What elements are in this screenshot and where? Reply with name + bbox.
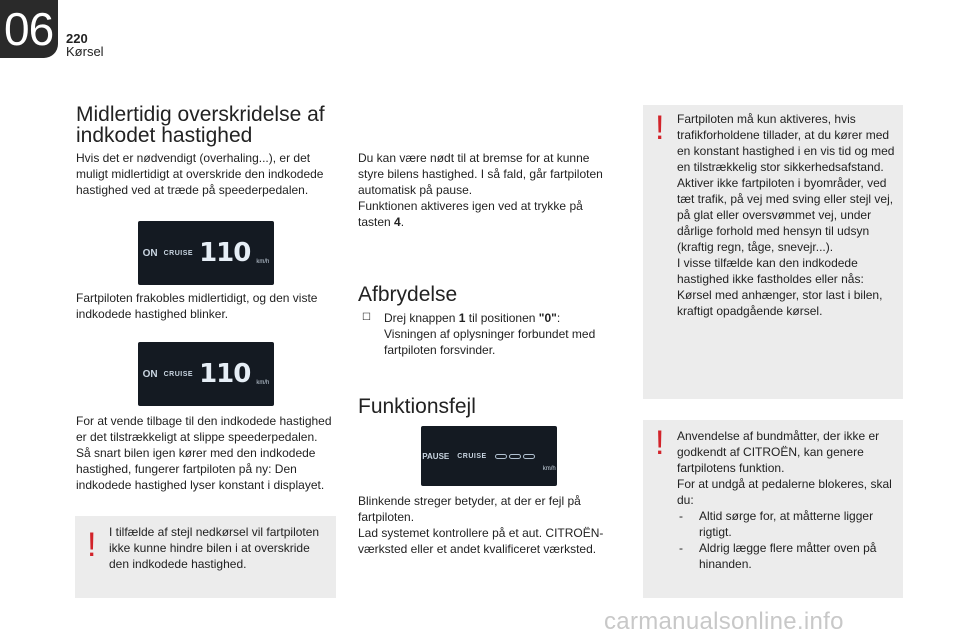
fault-dash (523, 454, 535, 459)
warning-box-descent (75, 516, 336, 598)
fault-service-text: Lad systemet kontrollere på et aut. CITROËN-værksted eller et andet kvalificeret værksted. (358, 526, 604, 556)
return-text: For at vende tilbage til den indkodede hastighed er det tilstrækkeligt at slippe speederpedalen. (76, 414, 332, 444)
display-cruise-label: CRUISE (457, 452, 487, 460)
display-unit: km/h (256, 380, 270, 386)
fault-dash (495, 454, 507, 459)
fault-text: Blinkende streger betyder, at der er fejl på fartpiloten. (358, 494, 581, 524)
return-paragraph (76, 413, 338, 493)
mats-list (677, 508, 895, 572)
display-speed: 110 (199, 238, 251, 268)
watermark: carmanualsonline.info (604, 608, 844, 635)
reactivate-key: 4 (394, 215, 401, 229)
display-cruise-label: CRUISE (163, 249, 194, 257)
bullet-position: "0" (538, 311, 557, 325)
display-on-label: ON (142, 368, 158, 380)
fault-paragraph (358, 493, 620, 557)
list-marker: - (679, 541, 683, 555)
warning-exclamation-icon: ! (655, 424, 665, 462)
bullet-text (384, 310, 624, 358)
display-cruise-label: CRUISE (163, 370, 194, 378)
heading-funktionsfejl: Funktionsfejl (358, 395, 476, 418)
override-text: Hvis det er nødvendigt (overhaling...), er det muligt midlertidigt at overskride den indkodede hastighed ved at træde på speederpedalen. (76, 151, 324, 197)
warning-box-mats (643, 420, 903, 598)
override-paragraph (76, 150, 338, 198)
warning-usage-p1: Fartpiloten må kun aktiveres, hvis trafikforholdene tillader, at du kører med en konstant hastighed i en vis tid og med en tilstrækkelig stor sikkerhedsafstand. (677, 112, 895, 174)
display-pause-label: PAUSE (422, 451, 450, 461)
warning-descent-text: I tilfælde af stejl nedkørsel vil fartpiloten ikke kunne hindre bilen i at overskride den indkodede hastighed. (109, 525, 320, 571)
fault-dash (509, 454, 521, 459)
display-unit: km/h (256, 259, 270, 265)
heading-afbrydelse: Afbrydelse (358, 283, 458, 306)
braking-text: Du kan være nødt til at bremse for at kunne styre bilens hastighed. I så fald, går fartpiloten automatisk på pause. (358, 151, 603, 197)
warning-mats-p2: For at undgå at pedalerne blokeres, skal du: (677, 477, 892, 507)
reactivate-pre: Funktionen aktiveres igen ved at trykke på tasten (358, 199, 583, 229)
bullet-mid: til positionen (465, 311, 539, 325)
display-speed: 110 (199, 359, 251, 389)
warning-usage-p3: I visse tilfælde kan den indkodede hastighed ikke fastholdes eller nås: Kørsel med anhænger, stor last i bilen, kraftigt opadgående kørsel. (677, 256, 883, 318)
cruise-display-2 (138, 342, 274, 406)
cruise-display-fault (421, 426, 557, 486)
bullet-post: : (556, 311, 561, 325)
display-on-label: ON (142, 247, 158, 259)
warning-box-usage (643, 105, 903, 399)
blink-text: Fartpiloten frakobles midlertidigt, og den viste indkodede hastighed blinker. (76, 291, 318, 321)
afbrydelse-bullet (362, 310, 622, 360)
warning-usage-p2: Aktiver ikke fartpiloten i byområder, ved tæt trafik, på vej med sving eller stejl vej, på glat eller oversvømmet vej, under dårlige forhold med hensyn til udsyn (kraftig regn, tåge, snevejr...). (677, 176, 894, 254)
chapter-number: 06 (4, 3, 54, 55)
cruise-display-1 (138, 221, 274, 285)
warning-mats-p1: Anvendelse af bundmåtter, der ikke er godkendt af CITROËN, kan genere fartpilotens funktion. (677, 429, 880, 475)
braking-paragraph (358, 150, 610, 230)
warning-mats-text (677, 428, 895, 572)
warning-usage-text (677, 111, 897, 319)
warning-exclamation-icon: ! (87, 526, 97, 564)
chapter-tab (0, 0, 58, 58)
list-item (677, 508, 895, 540)
display-fault-dashes (495, 454, 535, 459)
page-number: 220 (66, 31, 88, 46)
bullet-knob-number: 1 (458, 311, 466, 325)
section-name: Kørsel (66, 44, 104, 59)
bullet-line2: Visningen af oplysninger forbundet med fartpiloten forsvinder. (384, 327, 596, 357)
reactivate-post: . (400, 215, 405, 229)
resume-text: Så snart bilen igen kører med den indkodede hastighed, fungerer fartpiloten på ny: Den indkodede hastighed lyser konstant i displayet. (76, 446, 325, 492)
warning-exclamation-icon: ! (655, 109, 665, 147)
list-marker: - (679, 509, 683, 523)
display-unit: km/h (542, 466, 556, 472)
list-item-text: Aldrig lægge flere måtter oven på hinanden. (699, 541, 877, 571)
reactivate-text (358, 198, 610, 230)
blink-paragraph (76, 290, 338, 322)
list-item-text: Altid sørge for, at måtterne ligger rigtigt. (699, 509, 874, 539)
heading-temporary-override: Midlertidig overskridelse af indkodet hastighed (76, 103, 325, 147)
list-item (677, 540, 895, 572)
bullet-pre: Drej knappen (384, 311, 459, 325)
bullet-marker-icon: ☐ (362, 312, 371, 323)
